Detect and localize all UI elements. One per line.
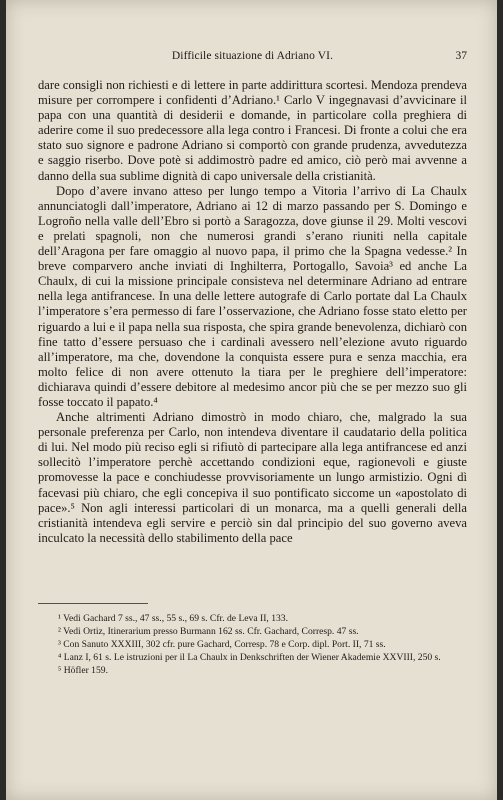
footnotes [38, 612, 467, 677]
footnote: ³ Con Sanuto XXXIII, 302 cfr. pure Gachard, Corresp. 78 e Corp. dipl. Port. II, 71 ss. [58, 639, 386, 650]
book-page [6, 0, 497, 800]
footnote: ⁵ Höfler 159. [58, 665, 108, 676]
paragraph: Anche altrimenti Adriano dimostrò in modo chiaro, che, malgrado la sua personale preferenza per Carlo, non intendeva diventare il caudatario della politica di lui. Nel modo più reciso egli si rifiutò di partecipare alla lega antifrancese ed anzi sollecitò l’imperatore perchè accettando condizioni eque, ragionevoli e giuste promovesse la pace e conchiudesse provvisoriamente un lungo armistizio. Ogni dì facevasi più chiaro, che egli concepiva il suo pontificato siccome un «apostolato di pace».⁵ Non agli interessi particolari di un monarca, ma a quelli generali della cristianità intendeva egli servire e perciò sin dal principio del suo governo aveva inculcato la necessità dello stabilimento della pace [38, 410, 467, 545]
footnote: ² Vedi Ortiz, Itinerarium presso Burmann 162 ss. Cfr. Gachard, Corresp. 47 ss. [58, 626, 359, 637]
paragraph: Dopo d’avere invano atteso per lungo tempo a Vitoria l’arrivo di La Chaulx annunciatogli dall’imperatore, Adriano ai 12 di marzo passando per S. Domingo e Logroño nella valle dell’Ebro si portò a Saragozza, dove giunse il 29. Molti vescovi e prelati spagnoli, non che numerosi grandi s’erano riuniti nella capitale dell’Aragona per fare omaggio al nuovo papa, il primo che la Spagna vedesse.² In breve comparvero anche inviati di Inghilterra, Portogallo, Savoia³ ed anche La Chaulx, di cui la missione principale consisteva nel determinare Adriano ad entrare nella lega antifrancese. In una delle lettere autografe di Carlo portate dal La Chaulx l’imperatore s’era permesso di fare l’osservazione, che Adriano fosse stato eletto per riguardo a lui e il papa nella sua risposta, che spira grande benevolenza, dichiarò con fine tatto d’essere persuaso che i cardinali avessero nell’elezione avuto riguardo all’imperatore, ma che, dovendone la conquista essere pura e senza macchia, era molto felice di non avere ottenuto la tiara per le preghiere dell’imperatore: dichiarava quindi d’essere debitore al medesimo ancor più che se per mezzo suo gli fosse toccato il papato.⁴ [38, 183, 467, 409]
main-text [38, 78, 467, 546]
footnote-rule [38, 603, 148, 604]
page-header [38, 50, 467, 68]
page-number: 37 [455, 50, 467, 62]
paragraph: dare consigli non richiesti e di lettere in parte addirittura scortesi. Mendoza prendeva misure per corrompere i confidenti d’Adriano.¹ Carlo V ingegnavasi d’avvicinare il papa con una quantità di desiderii e domande, in particolare colla preghiera di aderire come il suo predecessore alla lega contro i Francesi. Di fronte a colui che era stato suo signore e padrone Adriano si comportò con grande prudenza, avvedutezza e saggio riserbo. Dove potè si addimostrò padre ed amico, ciò però mai avvenne a danno della sua sublime dignità di capo universale della cristianità. [38, 78, 467, 183]
footnote: ¹ Vedi Gachard 7 ss., 47 ss., 55 s., 69 s. Cfr. de Leva II, 133. [58, 613, 288, 624]
running-title: Difficile situazione di Adriano VI. [171, 50, 334, 62]
footnote: ⁴ Lanz I, 61 s. Le istruzioni per il La Chaulx in Denkschriften der Wiener Akademie XXVIII, 250 s. [58, 652, 441, 663]
